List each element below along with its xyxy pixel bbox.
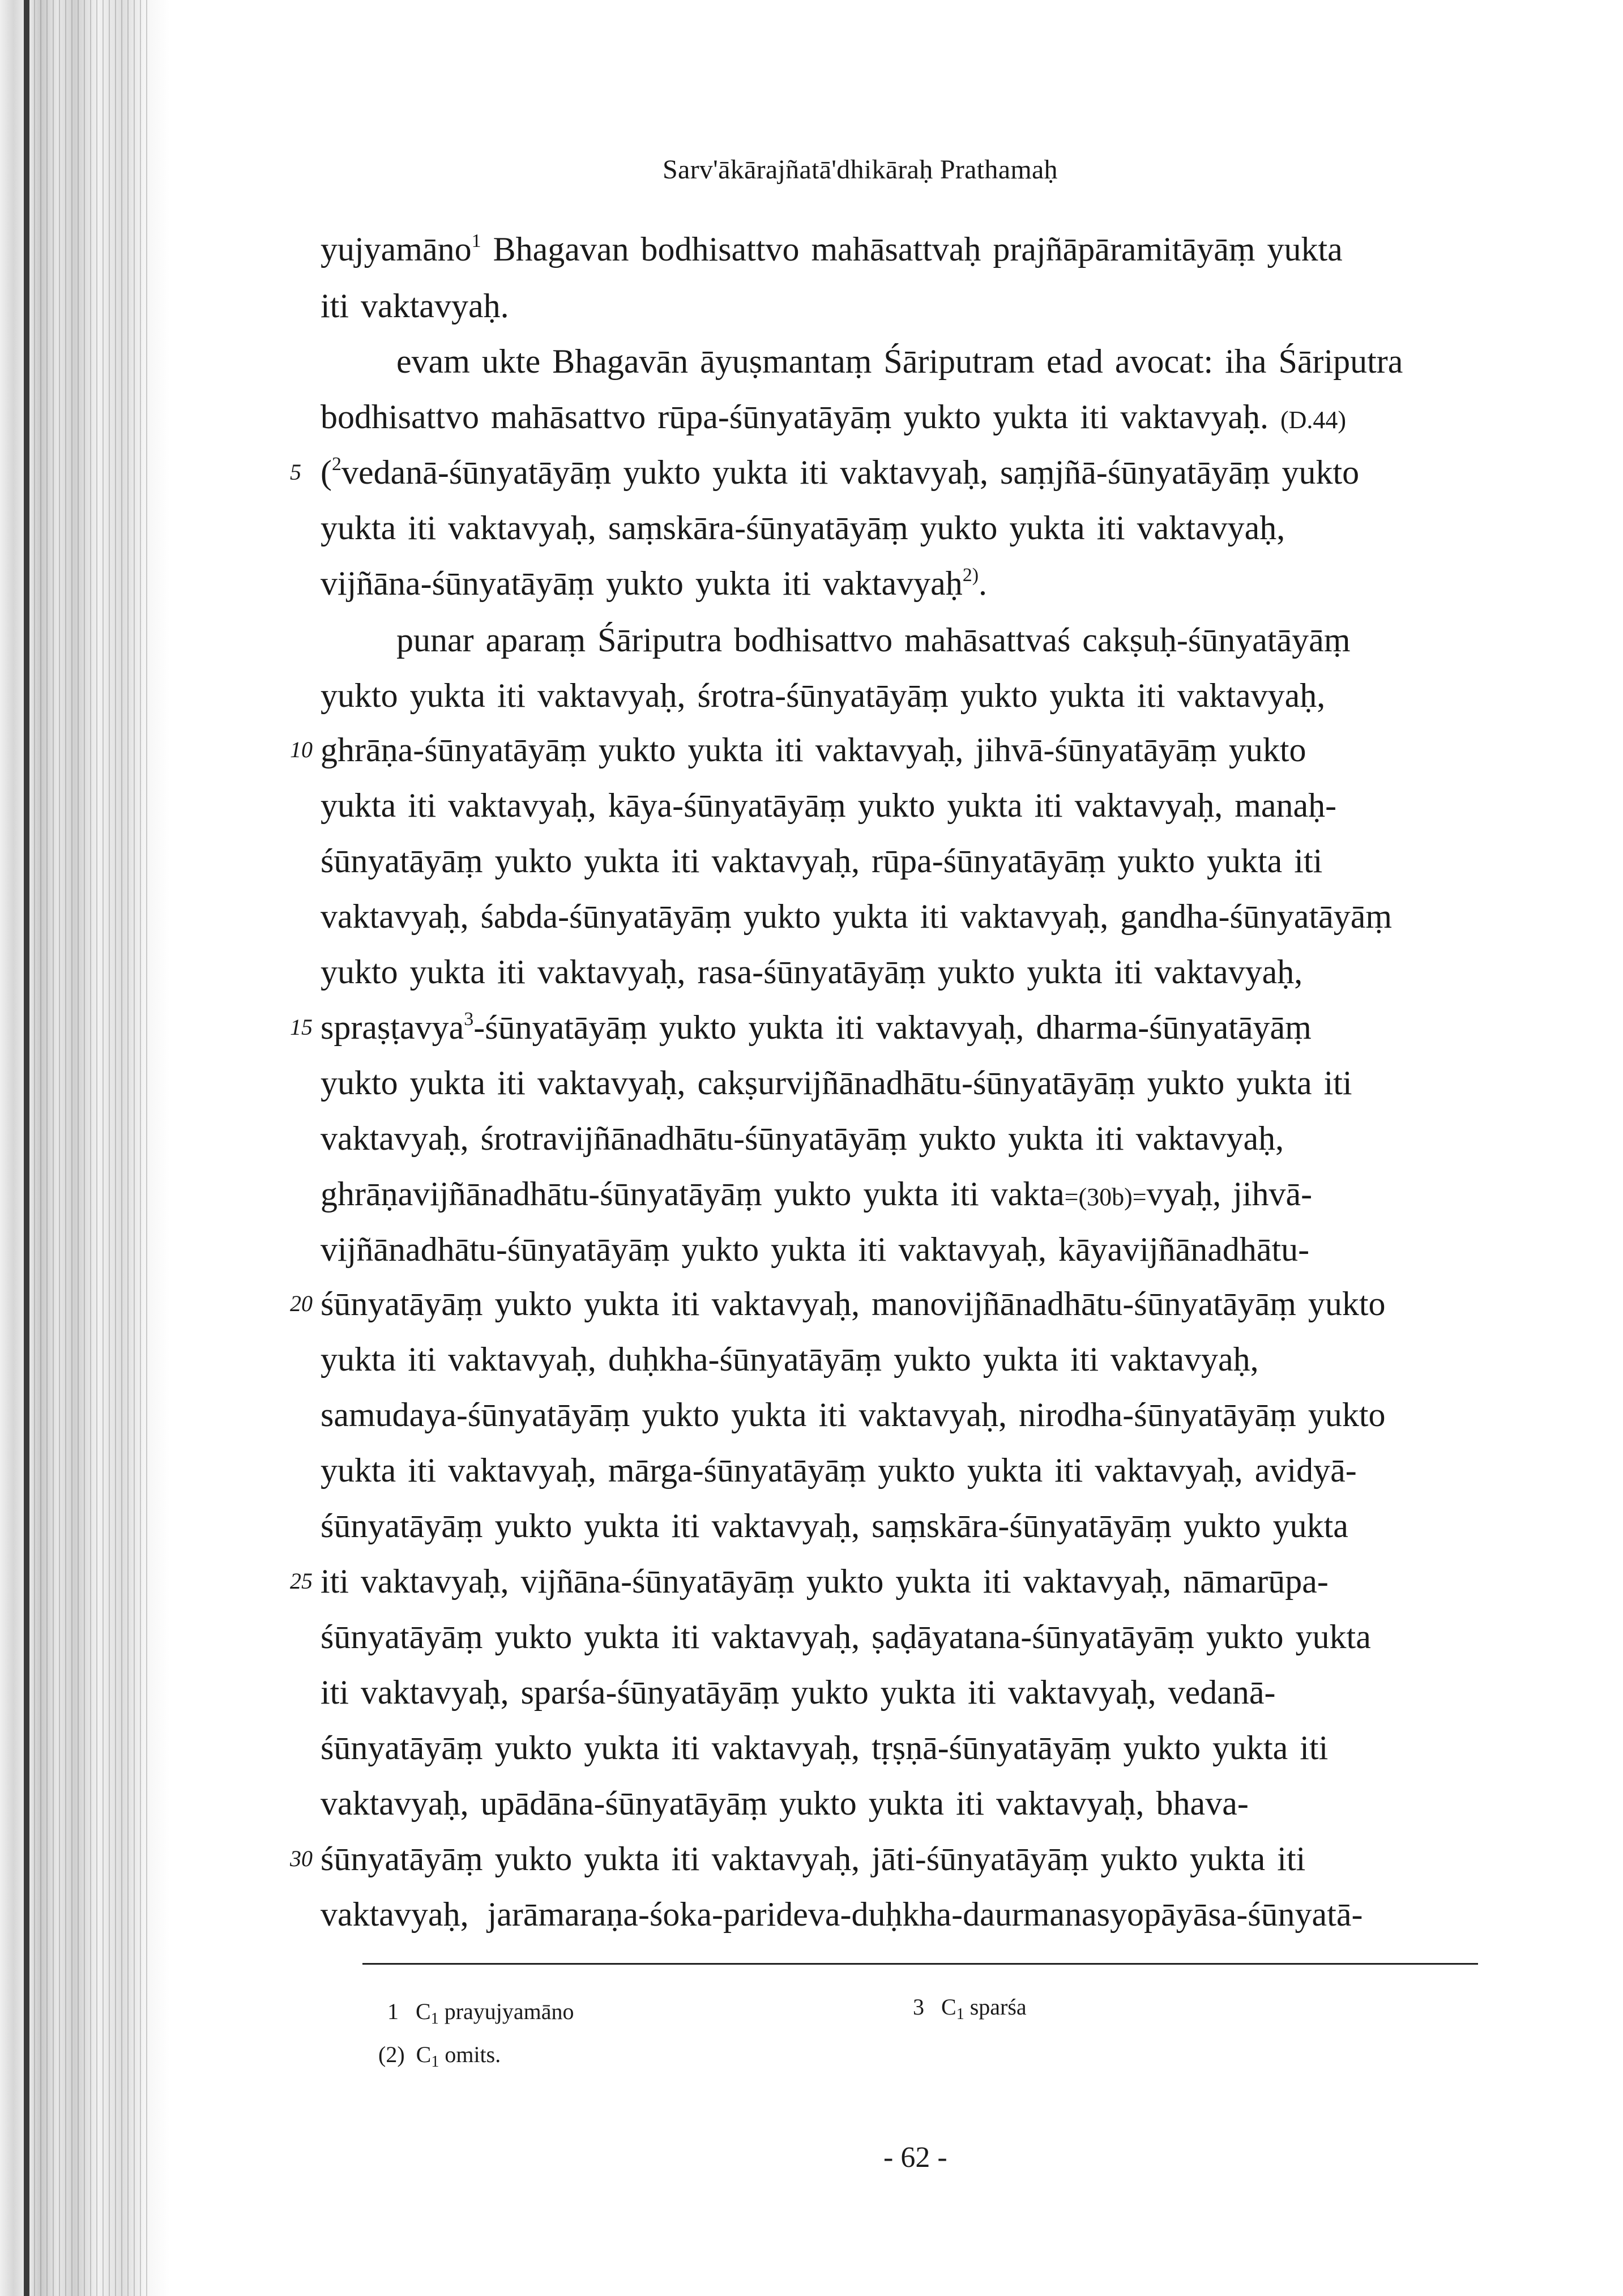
text-line: vaktavyaḥ, upādāna-śūnyatāyāṃ yukto yukta iti vaktavyaḥ, bhava-: [321, 1785, 1249, 1822]
spine-scan-lines: [34, 0, 147, 2296]
text-line: yukta iti vaktavyaḥ, kāya-śūnyatāyāṃ yukto yukta iti vaktavyaḥ, manaḥ-: [321, 787, 1337, 824]
text-line: punar aparaṃ Śāriputra bodhisattvo mahāsattvaś cakṣuḥ-śūnyatāyāṃ: [396, 621, 1351, 659]
footnote-rule: [362, 1963, 1478, 1965]
footnote-1: 1 $C_1$ prayujyamāno: [387, 1999, 574, 2028]
book-spine-shadow: [0, 0, 170, 2296]
line-number: 10: [290, 737, 313, 762]
line-number: 15: [290, 1014, 313, 1040]
page-number: - 62 -: [883, 2141, 947, 2174]
text-line: ($^2$vedanā-śūnyatāyāṃ yukto yukta iti vaktavyaḥ, saṃjñā-śūnyatāyāṃ yukto: [321, 454, 1360, 491]
text-line: yukta iti vaktavyaḥ, saṃskāra-śūnyatāyāṃ yukto yukta iti vaktavyaḥ,: [321, 509, 1285, 547]
footnote-2: (2) $C_1$ omits.: [378, 2042, 501, 2071]
text-line: iti vaktavyaḥ.: [321, 287, 509, 325]
line-number: 20: [290, 1291, 313, 1316]
text-line: spraṣṭavya$^3$-śūnyatāyāṃ yukto yukta iti vaktavyaḥ, dharma-śūnyatāyāṃ: [321, 1009, 1312, 1046]
text-line: vijñānadhātu-śūnyatāyāṃ yukto yukta iti vaktavyaḥ, kāyavijñānadhātu-: [321, 1231, 1310, 1268]
text-line: śūnyatāyāṃ yukto yukta iti vaktavyaḥ, tṛṣṇā-śūnyatāyāṃ yukto yukta iti: [321, 1729, 1329, 1766]
text-line: bodhisattvo mahāsattvo rūpa-śūnyatāyāṃ yukto yukta iti vaktavyaḥ. (D.44): [321, 398, 1347, 436]
text-line: śūnyatāyāṃ yukto yukta iti vaktavyaḥ, saṃskāra-śūnyatāyāṃ yukto yukta: [321, 1507, 1348, 1544]
line-number: 30: [290, 1846, 313, 1871]
text-line: ghrāṇavijñānadhātu-śūnyatāyāṃ yukto yukta iti vakta=(30b)=vyaḥ, jihvā-: [321, 1175, 1313, 1213]
text-line: yukto yukta iti vaktavyaḥ, śrotra-śūnyatāyāṃ yukto yukta iti vaktavyaḥ,: [321, 677, 1326, 714]
text-line: vaktavyaḥ, jarāmaraṇa-śoka-parideva-duḥkha-daurmanasyopāyāsa-śūnyatā-: [321, 1896, 1363, 1933]
text-line: śūnyatāyāṃ yukto yukta iti vaktavyaḥ, manovijñānadhātu-śūnyatāyāṃ yukto: [321, 1285, 1386, 1322]
text-line: samudaya-śūnyatāyāṃ yukto yukta iti vaktavyaḥ, nirodha-śūnyatāyāṃ yukto: [321, 1396, 1386, 1433]
running-header: Sarv'ākārajñatā'dhikāraḥ Prathamaḥ: [663, 155, 1058, 185]
text-line: yukta iti vaktavyaḥ, duḥkha-śūnyatāyāṃ yukto yukta iti vaktavyaḥ,: [321, 1341, 1259, 1378]
text-line: evam ukte Bhagavān āyuṣmantaṃ Śāriputram etad avocat: iha Śāriputra: [396, 343, 1403, 380]
line-number: 5: [290, 459, 301, 485]
text-line: yukta iti vaktavyaḥ, mārga-śūnyatāyāṃ yukto yukta iti vaktavyaḥ, avidyā-: [321, 1452, 1357, 1489]
line-number: 25: [290, 1568, 313, 1594]
text-line: yukto yukta iti vaktavyaḥ, rasa-śūnyatāyāṃ yukto yukta iti vaktavyaḥ,: [321, 953, 1303, 991]
footnote-3: 3 $C_1$ sparśa: [913, 1994, 1027, 2023]
text-line: ghrāṇa-śūnyatāyāṃ yukto yukta iti vaktavyaḥ, jihvā-śūnyatāyāṃ yukto: [321, 731, 1306, 769]
text-line: yukto yukta iti vaktavyaḥ, cakṣurvijñānadhātu-śūnyatāyāṃ yukto yukta iti: [321, 1064, 1352, 1102]
text-line: śūnyatāyāṃ yukto yukta iti vaktavyaḥ, jāti-śūnyatāyāṃ yukto yukta iti: [321, 1840, 1306, 1877]
text-line: vijñāna-śūnyatāyāṃ yukto yukta iti vaktavyaḥ$^{2)}$.: [321, 565, 988, 602]
text-line: vaktavyaḥ, śrotravijñānadhātu-śūnyatāyāṃ yukto yukta iti vaktavyaḥ,: [321, 1120, 1284, 1157]
text-line: yujyamāno$^1$ Bhagavan bodhisattvo mahāsattvaḥ prajñāpāramitāyāṃ yukta: [321, 231, 1343, 268]
text-line: vaktavyaḥ, śabda-śūnyatāyāṃ yukto yukta iti vaktavyaḥ, gandha-śūnyatāyāṃ: [321, 898, 1393, 935]
text-line: śūnyatāyāṃ yukto yukta iti vaktavyaḥ, ṣaḍāyatana-śūnyatāyāṃ yukto yukta: [321, 1618, 1371, 1655]
text-line: iti vaktavyaḥ, sparśa-śūnyatāyāṃ yukto yukta iti vaktavyaḥ, vedanā-: [321, 1674, 1276, 1711]
spine-edge-line: [24, 0, 29, 2296]
text-line: iti vaktavyaḥ, vijñāna-śūnyatāyāṃ yukto yukta iti vaktavyaḥ, nāmarūpa-: [321, 1563, 1329, 1600]
text-line: śūnyatāyāṃ yukto yukta iti vaktavyaḥ, rūpa-śūnyatāyāṃ yukto yukta iti: [321, 842, 1323, 880]
